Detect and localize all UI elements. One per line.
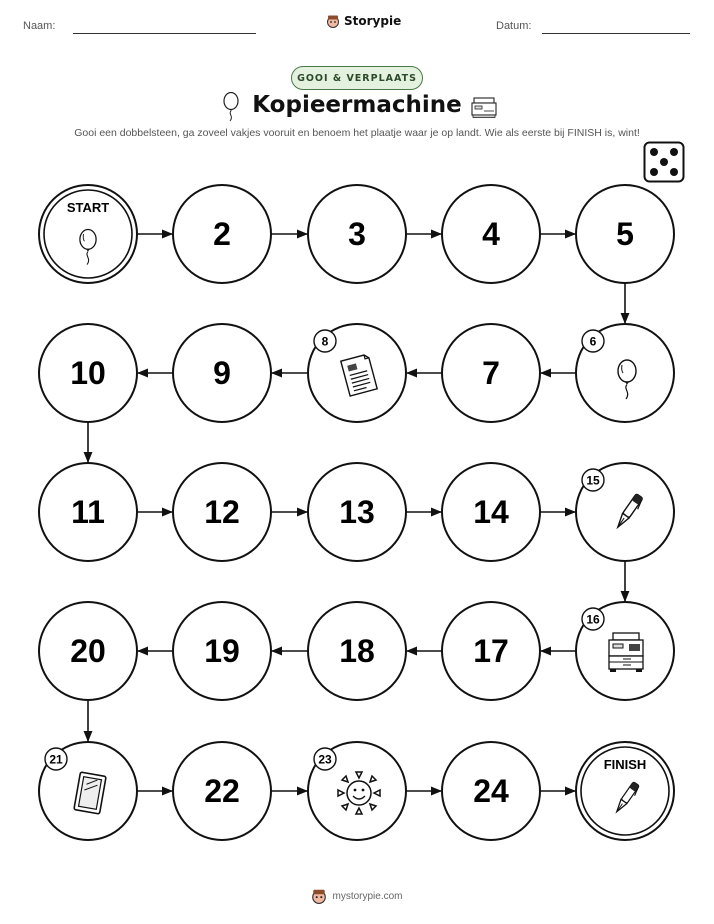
dice-pip: [650, 168, 658, 176]
start-label: START: [66, 200, 110, 215]
dice-pip: [660, 158, 668, 166]
name-label: Naam:: [23, 20, 56, 32]
board-square-21[interactable]: [39, 742, 137, 840]
square-number: 12: [204, 494, 240, 530]
board-square-15[interactable]: [576, 463, 674, 561]
square-number: 11: [71, 494, 105, 530]
storypie-mascot-icon: [311, 888, 327, 904]
copier-icon: [609, 633, 643, 672]
board-square-8[interactable]: [308, 324, 406, 422]
date-label: Datum:: [496, 20, 532, 32]
square-number: 17: [473, 633, 509, 669]
page-title: Kopieermachine: [252, 92, 462, 118]
board-square-7[interactable]: [442, 324, 540, 422]
square-number: 9: [213, 355, 231, 391]
board-square-16[interactable]: [576, 602, 674, 700]
finish-label: FINISH: [603, 757, 647, 772]
square-number: 14: [473, 494, 509, 530]
footer-url: mystorypie.com: [332, 890, 403, 902]
board-square-12[interactable]: [173, 463, 271, 561]
board-square-24[interactable]: [442, 742, 540, 840]
board-square-5[interactable]: [576, 185, 674, 283]
board-square-20[interactable]: [39, 602, 137, 700]
square-number: 7: [482, 355, 500, 391]
square-number: 22: [204, 773, 240, 809]
square-number: 5: [616, 216, 634, 252]
dice-pip: [670, 148, 678, 156]
board-square-6[interactable]: [576, 324, 674, 422]
tablet-icon: [74, 772, 106, 814]
board-square-1[interactable]: [39, 185, 137, 283]
square-number: 2: [213, 216, 231, 252]
square-number-badge: 15: [586, 473, 600, 488]
square-number: 13: [339, 494, 375, 530]
board-square-9[interactable]: [173, 324, 271, 422]
board-square-3[interactable]: [308, 185, 406, 283]
square-number: 24: [473, 773, 509, 809]
board-square-14[interactable]: [442, 463, 540, 561]
footer: [0, 888, 714, 904]
board-square-19[interactable]: [173, 602, 271, 700]
square-number-badge: 23: [318, 752, 332, 767]
board-square-25[interactable]: [576, 742, 674, 840]
square-number-badge: 21: [49, 752, 63, 767]
board-square-4[interactable]: [442, 185, 540, 283]
square-number-badge: 6: [589, 334, 597, 349]
square-number: 20: [70, 633, 106, 669]
square-number: 10: [70, 355, 106, 391]
sun-icon: [338, 772, 380, 814]
square-number: 19: [204, 633, 240, 669]
board-square-10[interactable]: [39, 324, 137, 422]
dice-icon: [643, 141, 685, 183]
board-square-13[interactable]: [308, 463, 406, 561]
dice-pip: [650, 148, 658, 156]
square-number: 3: [348, 216, 366, 252]
board-square-18[interactable]: [308, 602, 406, 700]
square-number: 4: [482, 216, 500, 252]
square-number-badge: 16: [586, 612, 600, 627]
square-number-badge: 8: [321, 334, 329, 349]
brand-name: Storypie: [344, 14, 402, 28]
game-type-badge: GOOI & VERPLAATS: [291, 66, 423, 90]
board-square-22[interactable]: [173, 742, 271, 840]
board-square-2[interactable]: [173, 185, 271, 283]
board-square-23[interactable]: [308, 742, 406, 840]
instructions-text: Gooi een dobbelsteen, ga zoveel vakjes vooruit en benoem het plaatje waar je op landt. Wie als eerste bij FINISH is, wint!: [74, 127, 640, 139]
dice-pip: [670, 168, 678, 176]
square-number: 18: [339, 633, 375, 669]
board-square-17[interactable]: [442, 602, 540, 700]
board-square-11[interactable]: [39, 463, 137, 561]
